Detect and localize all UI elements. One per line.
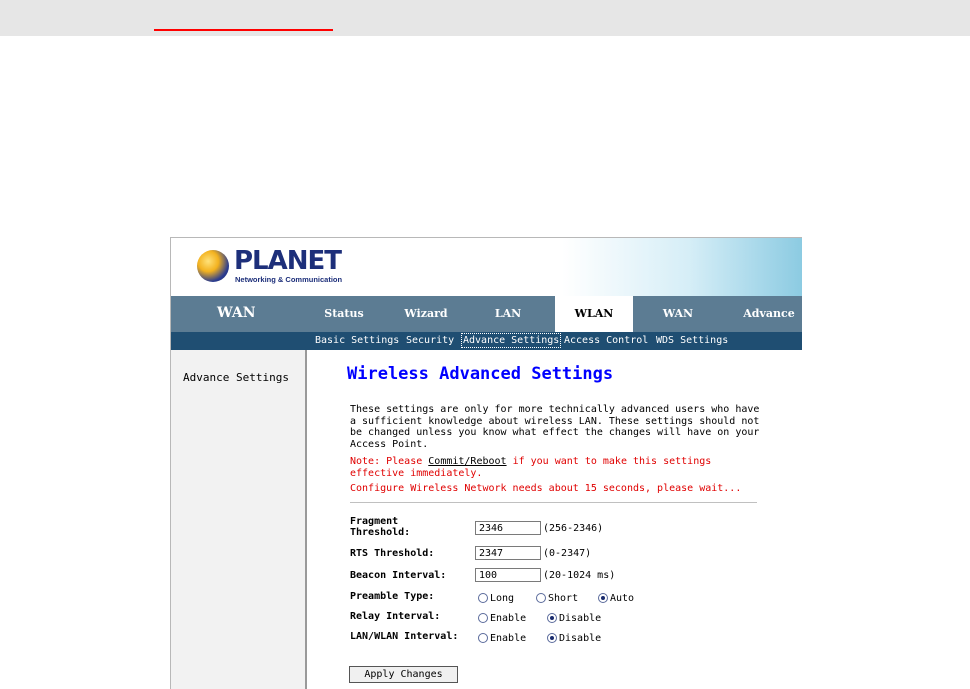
subnav-access-control[interactable]: Access Control — [564, 335, 649, 346]
preamble-auto-radio[interactable] — [598, 593, 608, 603]
commit-note — [350, 456, 770, 479]
fragment-threshold-input[interactable]: 2346 — [475, 521, 541, 535]
apply-changes-button[interactable]: Apply Changes — [349, 666, 458, 683]
brand-name: PLANET — [234, 246, 342, 276]
preamble-long-label: Long — [490, 593, 515, 604]
tab-advance[interactable]: Advance — [743, 307, 795, 320]
preamble-short-label: Short — [548, 593, 579, 604]
relay-interval-label: Relay Interval: — [350, 611, 441, 622]
divider — [350, 502, 757, 503]
subnav-advance-settings[interactable]: Advance Settings — [463, 335, 560, 346]
relay-enable-label: Enable — [490, 613, 527, 624]
relay-disable-radio[interactable] — [547, 613, 557, 623]
preamble-short-radio[interactable] — [536, 593, 546, 603]
rts-threshold-label: RTS Threshold: — [350, 548, 435, 559]
header-banner — [171, 238, 802, 296]
tab-wlan[interactable]: WLAN — [555, 296, 633, 332]
lan-wlan-interval-label: LAN/WLAN Interval: — [350, 631, 459, 642]
tab-lan[interactable]: LAN — [494, 307, 522, 320]
globe-icon — [197, 250, 229, 282]
sub-nav — [171, 332, 802, 350]
subnav-security[interactable]: Security — [406, 335, 455, 346]
red-underline-divider — [154, 29, 333, 31]
beacon-interval-hint: (20-1024 ms) — [543, 570, 616, 581]
note-prefix: Note: Please — [350, 456, 429, 467]
fragment-threshold-hint: (256-2346) — [543, 523, 604, 534]
lanwlan-disable-radio[interactable] — [547, 633, 557, 643]
rts-threshold-hint: (0-2347) — [543, 548, 592, 559]
relay-enable-radio[interactable] — [478, 613, 488, 623]
configure-note: Configure Wireless Network needs about 15 seconds, please wait... — [350, 483, 742, 494]
beacon-interval-label: Beacon Interval: — [350, 570, 447, 581]
nav-section-title: WAN — [217, 305, 256, 321]
lanwlan-enable-label: Enable — [490, 633, 527, 644]
planet-logo — [197, 247, 347, 287]
commit-reboot-link[interactable]: Commit/Reboot — [428, 456, 507, 467]
tab-wan[interactable]: WAN — [662, 307, 694, 320]
subnav-basic-settings[interactable]: Basic Settings — [315, 335, 400, 346]
preamble-auto-label: Auto — [610, 593, 635, 604]
tab-wizard[interactable]: Wizard — [404, 307, 448, 320]
page-title: Wireless Advanced Settings — [347, 364, 614, 384]
sidebar — [171, 350, 307, 689]
sidebar-item-advance-settings[interactable]: Advance Settings — [183, 371, 289, 384]
preamble-long-radio[interactable] — [478, 593, 488, 603]
lanwlan-disable-label: Disable — [559, 633, 602, 644]
main-nav — [171, 296, 802, 332]
router-admin-frame — [170, 237, 802, 689]
preamble-type-label: Preamble Type: — [350, 591, 435, 602]
fragment-label-line1: Fragment — [350, 516, 399, 527]
subnav-wds-settings[interactable]: WDS Settings — [656, 335, 729, 346]
note-suffix: if you want to make this settings effective immediately. — [350, 456, 712, 479]
rts-threshold-input[interactable]: 2347 — [475, 546, 541, 560]
main-content — [307, 350, 802, 689]
beacon-interval-input[interactable]: 100 — [475, 568, 541, 582]
tab-status[interactable]: Status — [324, 307, 364, 320]
page-description: These settings are only for more technically advanced users who have a sufficient knowledge about wireless LAN. These settings should not be changed unless you know what effect the changes will have on your Access Point. — [350, 404, 760, 450]
lanwlan-enable-radio[interactable] — [478, 633, 488, 643]
fragment-label-line2: Threshold: — [350, 527, 411, 538]
brand-tagline: Networking & Communication — [235, 275, 343, 284]
relay-disable-label: Disable — [559, 613, 602, 624]
fragment-threshold-label — [350, 516, 410, 538]
top-toolbar-strip — [0, 0, 970, 36]
